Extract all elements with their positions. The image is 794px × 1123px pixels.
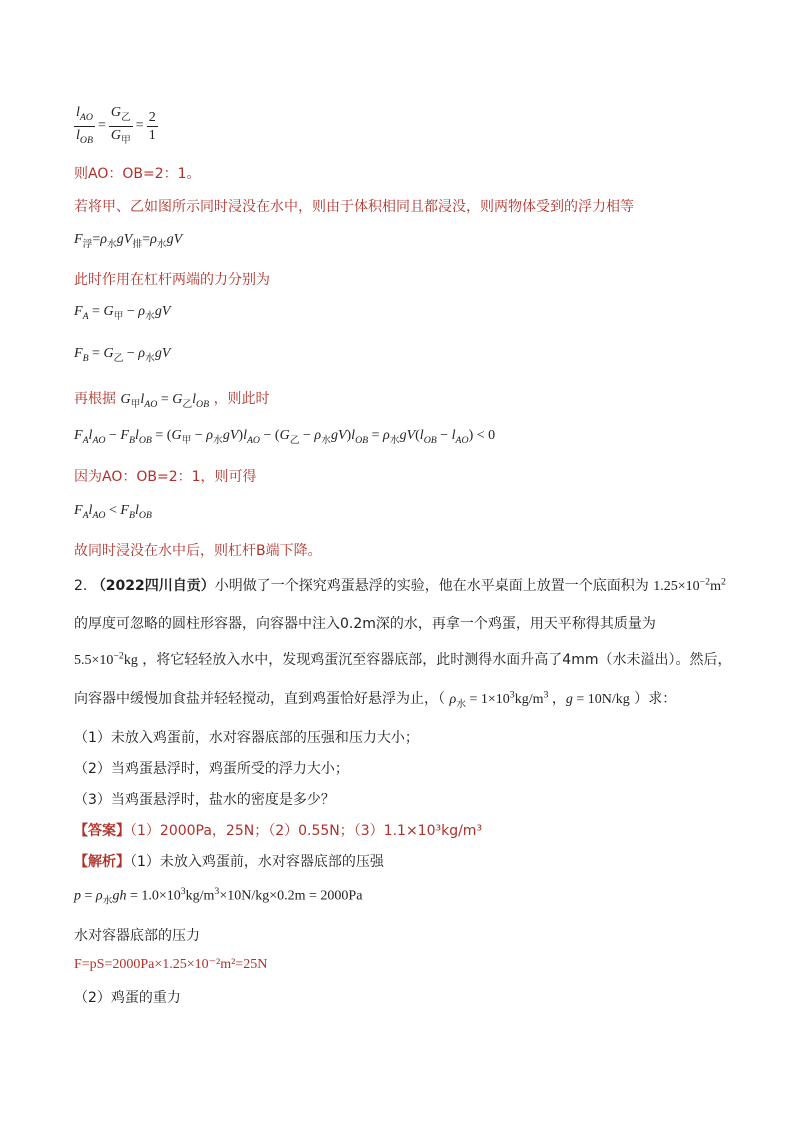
given-constants: $\rho_水 = 1\times 10^3kg/m^3$ ，g = 10N/kg bbox=[449, 689, 630, 710]
lever-balance-inline: $G_甲l_{AO} = G_乙l_{OB}$ bbox=[120, 392, 210, 410]
text-line-ratio: 则AO：OB=2：1。 bbox=[74, 166, 201, 182]
according-prefix: 再根据 bbox=[74, 391, 116, 407]
problem-line-4 bbox=[74, 688, 676, 710]
text-line-because: 因为AO：OB=2：1，则可得 bbox=[74, 469, 257, 485]
problem-line-3 bbox=[74, 649, 731, 669]
fraction-two-one: $\frac{2}{1}$ bbox=[148, 109, 156, 143]
problem-source: （2022四川自贡） bbox=[91, 578, 215, 594]
torque-inequality: $F_Al_{AO} < F_Bl_{OB}$ bbox=[74, 503, 152, 521]
answer-label: 【答案】 bbox=[74, 823, 130, 839]
analysis-label: 【解析】 bbox=[74, 854, 130, 870]
question-3: （3）当鸡蛋悬浮时，盐水的密度是多少？ bbox=[74, 792, 335, 808]
answer-line bbox=[74, 820, 482, 840]
base-area-value: $1.25\times 10^{-2}m^2$ bbox=[653, 576, 726, 594]
force-equation: F=pS=2000Pa×1.25×10⁻²m²=25N bbox=[74, 957, 268, 972]
question-1: （1）未放入鸡蛋前，水对容器底部的压强和压力大小； bbox=[74, 730, 419, 746]
problem-text-4b: ）求： bbox=[634, 691, 677, 707]
fraction-lao-lob: $\frac{l_{AO}}{l_{OB}}$ bbox=[76, 105, 93, 146]
question-2: （2）当鸡蛋悬浮时，鸡蛋所受的浮力大小； bbox=[74, 761, 349, 777]
text-line-immersed: 若将甲、乙如图所示同时浸没在水中，则由于体积相同且都浸没，则两物体受到的浮力相等 bbox=[74, 199, 634, 215]
egg-mass-value: $5.5\times 10^{-2}kg$ bbox=[74, 650, 138, 668]
analysis-line bbox=[74, 851, 384, 871]
text-line-conclusion: 故同时浸没在水中后，则杠杆B端下降。 bbox=[74, 543, 322, 559]
fraction-weights: $\frac{G_乙}{G_甲}$ bbox=[110, 105, 131, 146]
answer-text: （1）2000Pa，25N；（2）0.55N；（3）1.1×10³kg/m³ bbox=[130, 823, 483, 839]
force-b-equation: $F_B = G_乙 - \rho_水gV$ bbox=[74, 346, 171, 364]
analysis-egg-weight: （2）鸡蛋的重力 bbox=[74, 990, 181, 1006]
torque-difference-equation: $F_Al_{AO} - F_Bl_{OB} = (G_甲 - \rho_水gV)l_{AO} - (G_乙 - \rho_水gV)l_{OB} = \rho_水gV(l_{OB} - l_{AO}) < 0$ bbox=[74, 428, 496, 446]
according-suffix: ，则此时 bbox=[213, 391, 270, 407]
problem-text-1: 小明做了一个探究鸡蛋悬浮的实验，他在水平桌面上放置一个底面积为 bbox=[214, 578, 649, 594]
analysis-force-label: 水对容器底部的压力 bbox=[74, 928, 200, 944]
problem-number: 2. bbox=[74, 578, 88, 594]
problem-text-3: ，将它轻轻放入水中，发现鸡蛋沉至容器底部，此时测得水面升高了4mm（水未溢出）。然后， bbox=[142, 652, 732, 668]
ratio-equation: $\frac{l_{AO}}{l_{OB}}$ = $\frac{G_乙}{G_甲}$ = $\frac{2}{1}$ bbox=[74, 104, 158, 149]
problem-text-4a: 向容器中缓慢加食盐并轻轻搅动，直到鸡蛋恰好悬浮为止，（ bbox=[74, 691, 445, 707]
problem-line-2: 的厚度可忽略的圆柱形容器，向容器中注入0.2m深的水，再拿一个鸡蛋，用天平称得其质量为 bbox=[74, 616, 656, 632]
buoyancy-equation: $F_浮=\rho_水gV_排=\rho_水gV$ bbox=[74, 232, 183, 250]
analysis-text: （1）未放入鸡蛋前，水对容器底部的压强 bbox=[130, 854, 384, 870]
text-line-forces: 此时作用在杠杆两端的力分别为 bbox=[74, 272, 270, 288]
pressure-equation: $p = \rho_水gh = 1.0\times 10^3kg/m^3\times 10N/kg\times 0.2m = 2000Pa$ bbox=[74, 886, 363, 907]
force-a-equation: $F_A = G_甲 - \rho_水gV$ bbox=[74, 304, 171, 322]
problem-line-1 bbox=[74, 575, 726, 595]
text-line-according bbox=[74, 388, 270, 410]
